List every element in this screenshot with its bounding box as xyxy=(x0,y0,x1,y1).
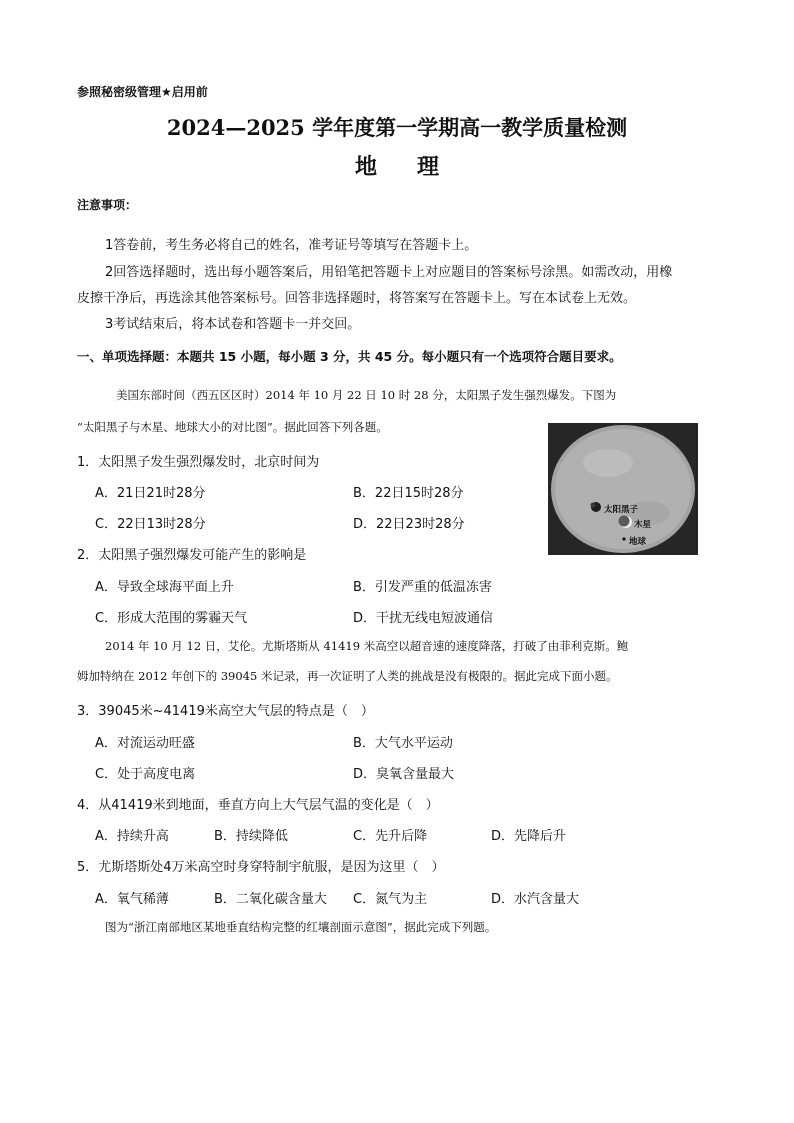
question-stem: 2．太阳黑子强烈爆发可能产生的影响是 xyxy=(77,548,307,563)
note-item: 3考试结束后，将本试卷和答题卡一并交回。 xyxy=(105,317,361,332)
earth-icon xyxy=(622,537,625,540)
note-item: 1答卷前，考生务必将自己的姓名，准考证号等填写在答题卡上。 xyxy=(105,238,478,253)
option-c: C．先升后降 xyxy=(353,829,428,844)
jupiter-label: 木星 xyxy=(634,520,652,530)
question-stem: 4．从41419米到地面，垂直方向上大气层气温的变化是（ ） xyxy=(77,798,439,813)
option-b: B．大气水平运动 xyxy=(353,736,453,751)
exam-title: 2024—2025 学年度第一学期高一教学质量检测 xyxy=(166,115,628,140)
subject-title: 地理 xyxy=(354,154,479,180)
option-d: D．干扰无线电短波通信 xyxy=(353,611,494,626)
secret-mark: 参照秘密级管理★启用前 xyxy=(77,85,208,99)
material-text: 2014 年 10 月 12 日，艾伦。尤斯塔斯从 41419 米高空以超音速的速度降落，打破了由菲利克斯。鲍 xyxy=(105,639,629,653)
option-c: C．处于高度电离 xyxy=(95,767,196,782)
question-stem: 1．太阳黑子发生强烈爆发时，北京时间为 xyxy=(77,455,320,470)
option-a: A．导致全球海平面上升 xyxy=(95,580,234,595)
option-b: B．引发严重的低温冻害 xyxy=(353,580,492,595)
option-a: A．21日21时28分 xyxy=(95,486,206,501)
material-text: 图为“浙江南部地区某地垂直结构完整的红壤剖面示意图”，据此完成下列题。 xyxy=(105,920,497,934)
option-c: C．22日13时28分 xyxy=(95,517,206,532)
option-a: A．氧气稀薄 xyxy=(95,892,169,907)
option-a: A．对流运动旺盛 xyxy=(95,736,195,751)
material-text: 姆加特纳在 2012 年创下的 39045 米记录，再一次证明了人类的挑战是没有极限的。据此完成下面小题。 xyxy=(77,669,618,683)
material-text: “太阳黑子与木星、地球大小的对比图”。据此回答下列各题。 xyxy=(77,420,388,434)
notes-heading: 注意事项： xyxy=(77,198,138,212)
option-b: B．22日15时28分 xyxy=(353,486,464,501)
option-b: B．二氧化碳含量大 xyxy=(214,892,327,907)
option-c: C．形成大范围的雾霾天气 xyxy=(95,611,248,626)
option-d: D．先降后升 xyxy=(491,829,567,844)
option-c: C．氮气为主 xyxy=(353,892,428,907)
section-heading: 一、单项选择题：本题共 15 小题，每小题 3 分，共 45 分。每小题只有一个选项符合题目要求。 xyxy=(77,349,622,364)
note-item: 皮擦干净后，再选涂其他答案标号。回答非选择题时，将答案写在答题卡上。写在本试卷上无效。 xyxy=(77,291,637,306)
option-a: A．持续升高 xyxy=(95,829,169,844)
sunspot-label: 太阳黑子 xyxy=(604,505,639,515)
option-d: D．22日23时28分 xyxy=(353,517,465,532)
option-d: D．水汽含量大 xyxy=(491,892,580,907)
option-d: D．臭氧含量最大 xyxy=(353,767,455,782)
note-item: 2回答选择题时，选出每小题答案后，用铅笔把答题卡上对应题目的答案标号涂黑。如需改动，用橡 xyxy=(105,265,673,280)
question-stem: 3．39045米~41419米高空大气层的特点是（ ） xyxy=(77,704,374,719)
earth-label: 地球 xyxy=(629,537,647,547)
option-b: B．持续降低 xyxy=(214,829,288,844)
question-stem: 5．尤斯塔斯处4万米高空时身穿特制宇航服，是因为这里（ ） xyxy=(77,860,445,875)
material-text: 美国东部时间（西五区区时）2014 年 10 月 22 日 10 时 28 分，太阳黑子发生强烈爆发。下图为 xyxy=(116,388,617,402)
sun-disk-image xyxy=(548,423,698,555)
sunspot-comparison-figure xyxy=(548,423,698,555)
